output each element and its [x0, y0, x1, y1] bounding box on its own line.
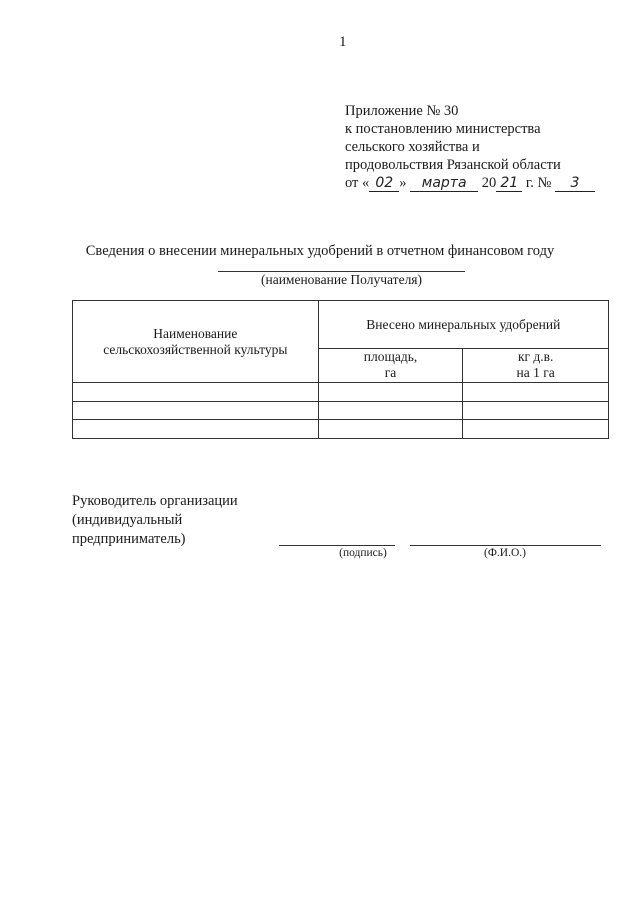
area-header-line-2: га — [384, 365, 397, 380]
area-header-line-1: площадь, — [363, 349, 418, 364]
crop-name-header — [73, 301, 319, 383]
appendix-title: Приложение № 30 — [345, 103, 459, 119]
appendix-line-4: продовольствия Рязанской области — [345, 157, 561, 173]
signatory-block — [72, 492, 238, 549]
area-header — [318, 349, 463, 383]
table-header-row — [73, 301, 609, 349]
doc-number: 3 — [555, 175, 595, 192]
crop-name-header-line-1: Наименование — [153, 325, 238, 341]
appendix-line-2: к постановлению министерства — [345, 121, 541, 137]
table-cell — [463, 420, 609, 439]
crop-name-header-line-2: сельскохозяйственной культуры — [103, 341, 288, 357]
table-cell — [463, 402, 609, 420]
fertilizer-table — [72, 300, 609, 439]
table-cell — [318, 402, 463, 420]
date-prefix: от « — [345, 175, 370, 191]
signatory-line-1: Руководитель организации — [72, 493, 238, 509]
signature-label: (подпись) — [339, 547, 387, 559]
fertilizer-applied-header: Внесено минеральных удобрений — [318, 301, 608, 349]
rate-header-line-2: на 1 га — [516, 365, 555, 380]
full-name-line — [410, 545, 601, 546]
date-year: 21 — [496, 175, 522, 192]
table-row — [73, 383, 609, 402]
appendix-block — [345, 102, 595, 192]
table-cell — [463, 383, 609, 402]
table-cell — [73, 402, 319, 420]
date-day: 02 — [369, 175, 399, 192]
full-name-label: (Ф.И.О.) — [484, 547, 526, 559]
date-month: марта — [410, 175, 478, 192]
table-cell — [318, 383, 463, 402]
doc-number-prefix: г. № — [525, 175, 552, 191]
rate-header-line-1: кг д.в. — [517, 349, 554, 364]
page-number: 1 — [339, 34, 347, 50]
table-cell — [318, 420, 463, 439]
rate-header — [463, 349, 609, 383]
appendix-date-line — [345, 174, 595, 192]
document-heading: Сведения о внесении минеральных удобрений в отчетном финансовом году — [85, 243, 555, 259]
date-year-prefix: 20 — [481, 175, 497, 191]
signatory-line-3: предприниматель) — [72, 531, 186, 547]
table-row — [73, 402, 609, 420]
recipient-name-label: (наименование Получателя) — [260, 272, 423, 287]
date-day-close: » — [399, 175, 407, 191]
table-row — [73, 420, 609, 439]
table-cell — [73, 420, 319, 439]
table-cell — [73, 383, 319, 402]
signatory-line-2: (индивидуальный — [72, 512, 183, 528]
signature-line — [279, 545, 395, 546]
appendix-line-3: сельского хозяйства и — [345, 139, 480, 155]
